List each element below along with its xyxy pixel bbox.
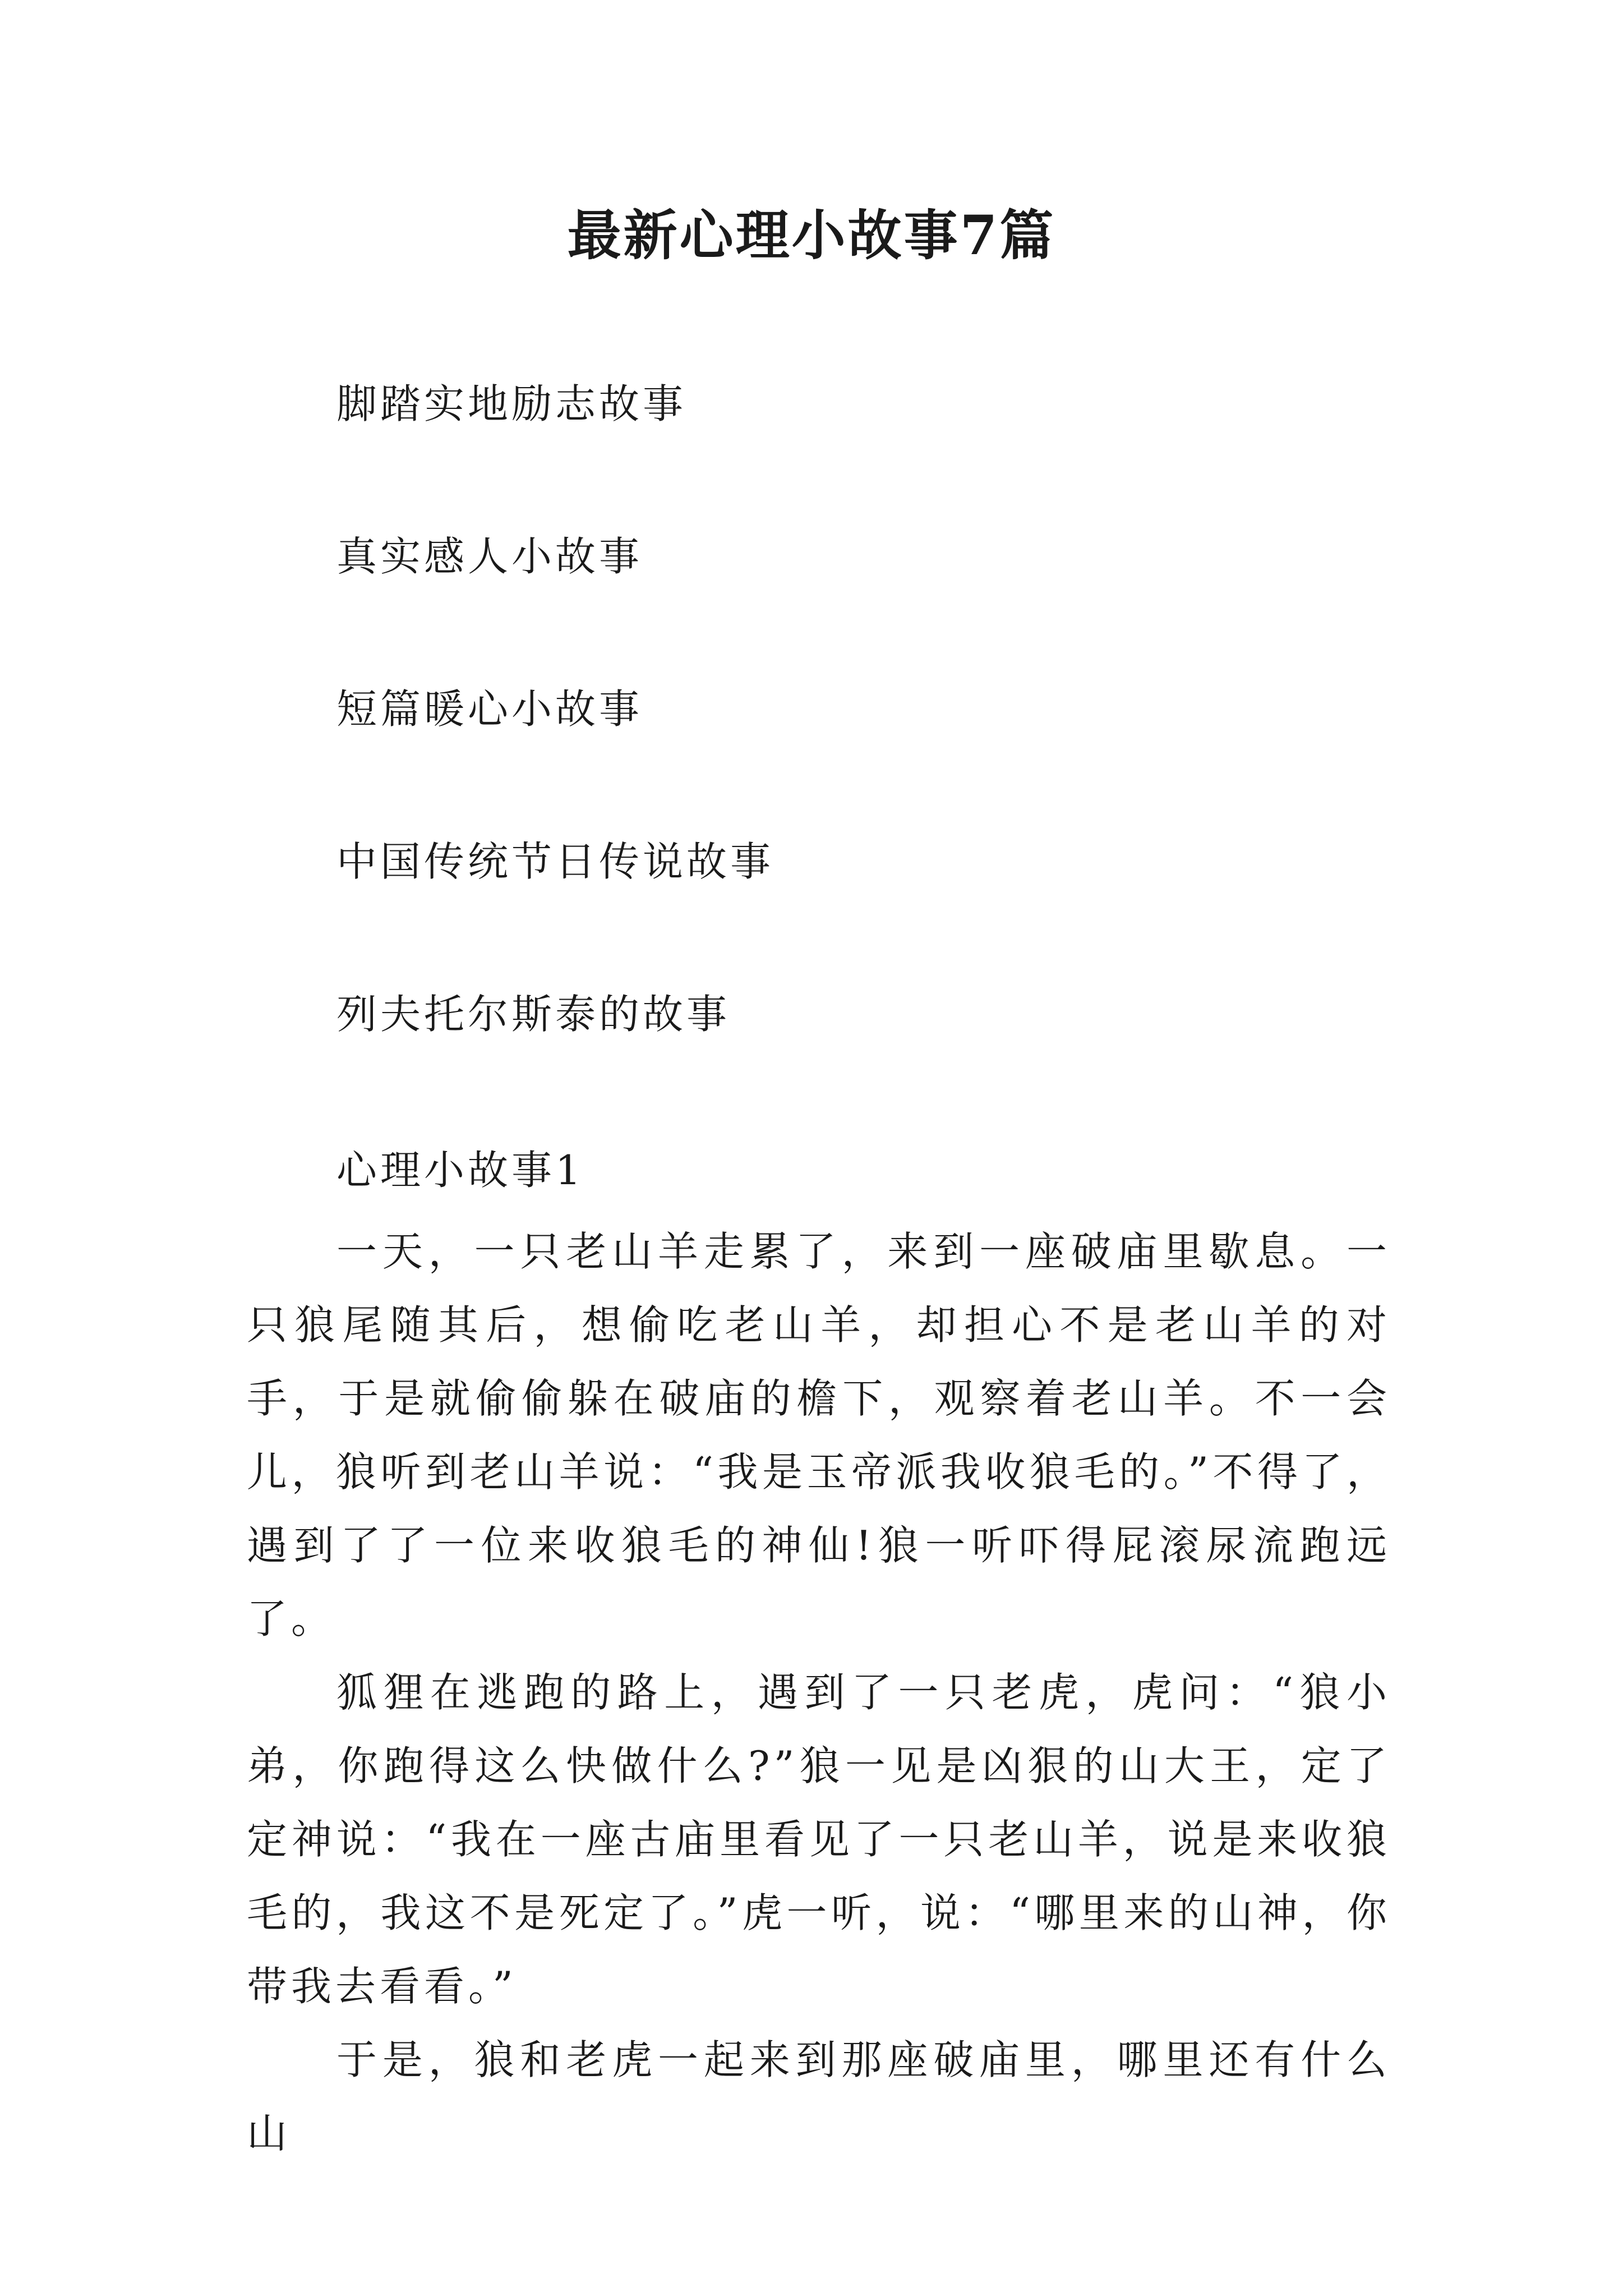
toc-item: 中国传统节日传说故事 [336, 838, 774, 885]
paragraph: 于是，狼和老虎一起来到那座破庙里，哪里还有什么山 [247, 2036, 1391, 2157]
document-title: 最新心理小故事7篇 [567, 204, 1056, 267]
toc-item: 脚踏实地励志故事 [336, 380, 687, 427]
toc-item: 列夫托尔斯泰的故事 [336, 991, 731, 1038]
toc-item: 真实感人小故事 [336, 533, 643, 580]
paragraph: 狐狸在逃跑的路上，遇到了一只老虎，虎问：“狼小弟，你跑得这么快做什么?”狼一见是凶狠的山大王，定了定神说：“我在一座古庙里看见了一只老山羊，说是来收狼毛的，我这不是死定了。”虎一听，说：“哪里来的山神，你带我去看看。” [247, 1669, 1391, 2010]
story-body [247, 1215, 1391, 2170]
paragraph: 一天，一只老山羊走累了，来到一座破庙里歇息。一只狼尾随其后，想偷吃老山羊，却担心不是老山羊的对手，于是就偷偷躲在破庙的檐下，观察着老山羊。不一会儿，狼听到老山羊说：“我是玉帝派我收狼毛的。”不得了，遇到了了一位来收狼毛的神仙!狼一听吓得屁滚尿流跑远了。 [247, 1228, 1391, 1642]
story-heading: 心理小故事1 [336, 1147, 584, 1194]
toc-item: 短篇暖心小故事 [336, 685, 643, 733]
table-of-contents [336, 376, 1402, 1139]
